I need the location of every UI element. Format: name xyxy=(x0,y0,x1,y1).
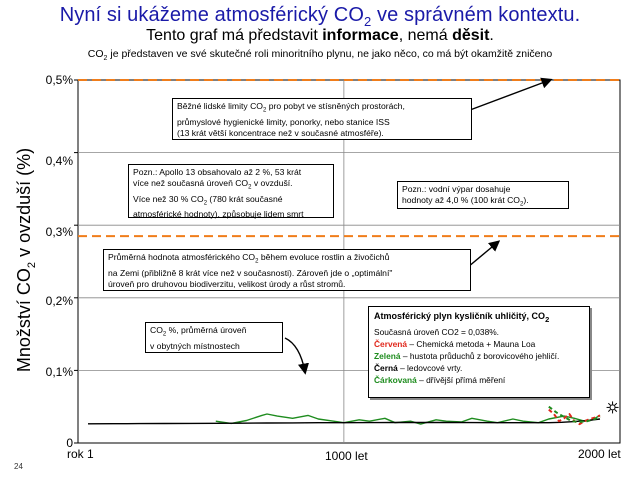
note-evolution: Průměrná hodnota atmosférického $CO_2$ během evoluce rostlin a živočichů na Zemi (přibližně 8 krát více než v současnosti). Zároveň jde o „optimální" úroveň pro druhovou biodiverzitu, velikost úrody a růst stromů. xyxy=(103,249,471,291)
arrow-rooms xyxy=(285,338,305,372)
slide-subtitle: Tento graf má představit informace, nemá děsit. xyxy=(146,27,494,44)
ytick-3: 0,3% xyxy=(45,225,73,239)
ytick-1: 0,1% xyxy=(45,365,73,379)
slide-title: Nyní si ukážeme atmosférický $CO_2$ ve správném kontextu. xyxy=(59,4,581,29)
legend-dashed: Čárkovaná – dřívější přímá měření xyxy=(374,374,506,385)
note-rooms: $CO_2$ %, průměrná úroveň v obytných místnostech xyxy=(145,322,283,353)
ytick-0: 0 xyxy=(66,436,73,450)
ytick-5: 0,5% xyxy=(45,73,73,87)
note-limits: Běžné lidské limity $CO_2$ pro pobyt ve stísněných prostorách, průmyslové hygienické limity, ponorky, nebo stanice ISS (13 krát větší koncentrace než v současné atmosféře). xyxy=(172,98,472,140)
series-group xyxy=(88,401,619,424)
xtick-2: 2000 let xyxy=(578,447,621,461)
sun-ray-7 xyxy=(615,403,617,405)
legend-current: Současná úroveň CO2 = 0,038%. xyxy=(374,326,500,337)
note-vapor: Pozn.: vodní výpar dosahuje hodnoty až 4,0 % (100 krát $CO_2$). xyxy=(397,181,569,209)
slide-number: 24 xyxy=(14,462,23,471)
sun-ray-1 xyxy=(615,410,617,412)
sun-core xyxy=(610,405,615,410)
sun-ray-3 xyxy=(608,410,610,412)
xtick-0: rok 1 xyxy=(67,447,94,461)
ytick-2: 0,2% xyxy=(45,294,73,308)
sun-marker xyxy=(607,401,619,413)
arrow-limits xyxy=(470,80,550,110)
legend-red: Červená – Chemická metoda + Mauna Loa xyxy=(374,338,536,349)
legend-green: Zelená – hustota průduchů z borovicového jehličí. xyxy=(374,350,560,361)
slide-subline: $CO_2$ je představen ve své skutečné roli minoritního plynu, ne jako něco, co má být okamžitě zničeno xyxy=(87,48,553,63)
xtick-1: 1000 let xyxy=(325,449,368,463)
sun-ray-5 xyxy=(608,403,610,405)
ytick-4: 0,4% xyxy=(45,154,73,168)
y-axis-label: Množství $CO_2$ v ovzduší (%) xyxy=(14,147,38,373)
chart-legend xyxy=(368,306,590,398)
legend-black: Černá – ledovcové vrty. xyxy=(374,362,463,373)
note-apollo: Pozn.: Apollo 13 obsahovalo až 2 %, 53 krát více než současná úroveň $CO_2$ v ovzduší. Více než 30 % $CO_2$ (780 krát současné atmosférické hodnoty), způsobuje lidem smrt xyxy=(128,164,334,218)
legend-title: Atmosférický plyn kysličník uhličitý, $CO_2$ xyxy=(374,311,550,324)
